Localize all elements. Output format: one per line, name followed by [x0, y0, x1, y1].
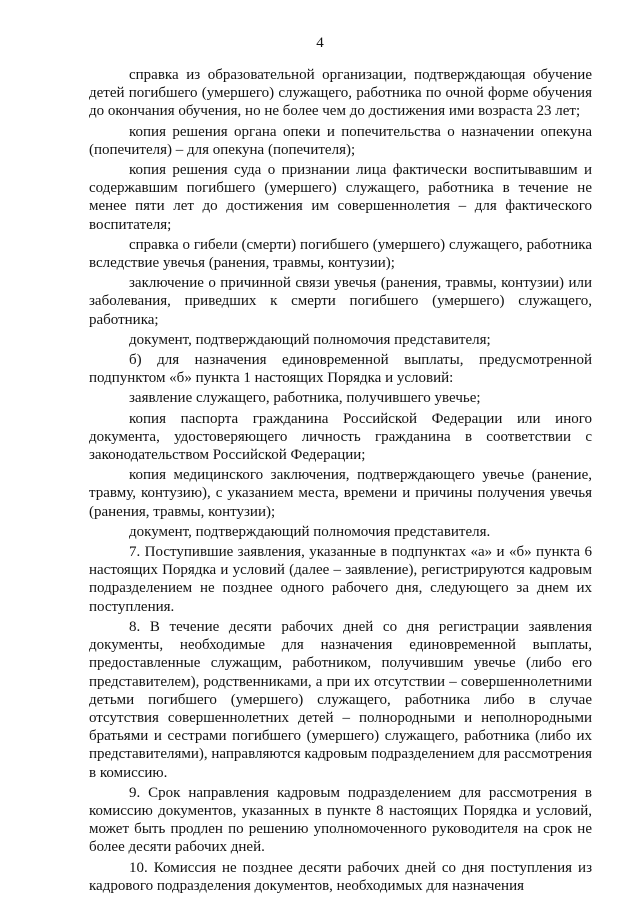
document-body [89, 66, 592, 897]
paragraph: заявление служащего, работника, получившего увечье; [129, 390, 481, 407]
paragraph: копия паспорта гражданина Российской Федерации или иного документа, удостоверяющего личность гражданина в соответствии с законодательством Российской Федерации; [89, 410, 592, 464]
paragraph: документ, подтверждающий полномочия представителя. [129, 523, 491, 540]
paragraph: справка из образовательной организации, подтверждающая обучение детей погибшего (умершего) служащего, работника по очной форме обучения до окончания обучения, но не более чем до достижения ими возраста 23 лет; [89, 67, 592, 120]
paragraph: заключение о причинной связи увечья (ранения, травмы, контузии) или заболевания, приведших к смерти погибшего (умершего) служащего, работника; [89, 275, 592, 328]
paragraph: копия медицинского заключения, подтверждающего увечье (ранение, травму, контузию), с указанием места, времени и причины получения увечья (ранения, травмы, контузии); [89, 467, 592, 520]
paragraph: 7. Поступившие заявления, указанные в подпунктах «а» и «б» пункта 6 настоящих Порядка и условий (далее – заявление), регистрируются кадровым подразделением не позднее одного рабочего дня, следующего за днем их поступления. [89, 544, 592, 615]
paragraph: 9. Срок направления кадровым подразделением для рассмотрения в комиссию документов, указанных в пункте 8 настоящих Порядка и условий, может быть продлен по решению уполномоченного руководителя на срок не более десяти рабочих дней. [89, 784, 592, 856]
paragraph: справка о гибели (смерти) погибшего (умершего) служащего, работника вследствие увечья (ранения, травмы, контузии); [89, 236, 592, 272]
paragraph: б) для назначения единовременной выплаты, предусмотренной подпунктом «б» пункта 1 настоящих Порядка и условий: [89, 352, 592, 387]
paragraph: копия решения органа опеки и попечительства о назначении опекуна (попечителя) – для опекуна (попечителя); [89, 123, 592, 158]
paragraph: 10. Комиссия не позднее десяти рабочих дней со дня поступления из кадрового подразделения документов, необходимых для назначения [89, 859, 592, 894]
paragraph: копия решения суда о признании лица фактически воспитывавшим и содержавшим погибшего (умершего) служащего, работника в течение не менее пяти лет до достижения им совершеннолетия – для фактического воспитателя; [89, 162, 592, 233]
paragraph: документ, подтверждающий полномочия представителя; [129, 331, 491, 348]
page-number: 4 [316, 35, 324, 51]
paragraph: 8. В течение десяти рабочих дней со дня регистрации заявления документы, необходимые для назначения единовременной выплаты, предоставленные служащим, работником, получившим увечье (либо его представителем), родственниками, а при их отсутствии – совершеннолетними детьми погибшего (умершего) служащего, работника либо в случае отсутствия совершеннолетних детей – полнородными и неполнородными братьями и сестрами погибшего (умершего) служащего, работника (либо их представителями), направляются кадровым подразделением для рассмотрения в комиссию. [89, 618, 592, 781]
